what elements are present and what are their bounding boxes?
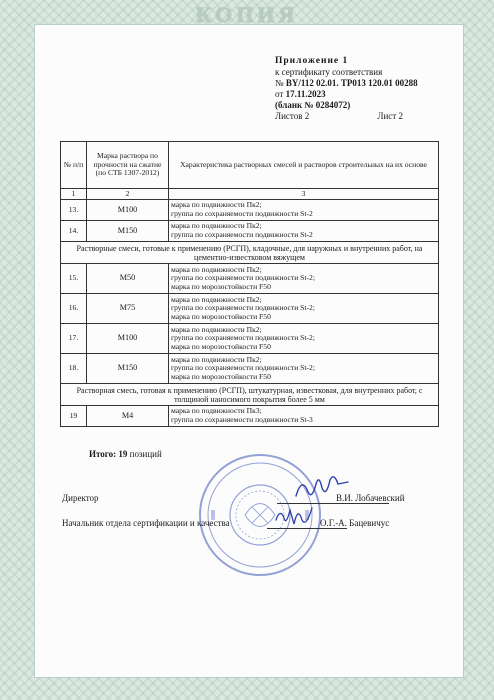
characteristic-line: группа по сохраняемости подвижности St-2 <box>171 230 313 239</box>
sheets-total: Листов 2 <box>275 111 310 121</box>
date-prefix: от <box>275 89 284 99</box>
table-row <box>61 294 439 324</box>
header-mark: Марка раствора по прочности на сжатие (по СТБ 1307-2012) <box>87 142 169 189</box>
row-number: 18. <box>61 354 87 384</box>
characteristic-line: марка по подвижности Пк2; <box>171 354 262 364</box>
row-mark: М100 <box>87 200 169 221</box>
characteristic-line: марка по подвижности Пк2; <box>171 221 262 231</box>
row-characteristics <box>169 354 439 384</box>
total-count: 19 <box>118 449 128 459</box>
row-mark: М100 <box>87 324 169 354</box>
characteristic-line: группа по сохраняемости подвижности St-2; <box>171 363 315 373</box>
characteristic-line: марка по морозостойкости F50 <box>171 281 271 291</box>
row-number: 16. <box>61 294 87 324</box>
characteristic-line: группа по сохраняемости подвижности St-2; <box>171 333 315 343</box>
certificate-date: 17.11.2023 <box>285 89 326 99</box>
row-characteristics <box>169 264 439 294</box>
section-title: Растворная смесь, готовая к применению (РСГП), штукатурная, известковая, для внутренних работ, с толщиной наносимого покрытия более 5 мм <box>61 384 439 406</box>
row-number: 17. <box>61 324 87 354</box>
characteristic-line: марка по морозостойкости F50 <box>171 371 271 381</box>
characteristic-line: марка по подвижности Пк2; <box>171 294 262 304</box>
total-line <box>89 449 162 459</box>
row-mark: М50 <box>87 264 169 294</box>
table-row <box>61 264 439 294</box>
row-mark: М150 <box>87 221 169 242</box>
characteristic-line: марка по морозостойкости F50 <box>171 311 271 321</box>
column-number-row <box>61 189 439 200</box>
head-signature-row <box>62 518 442 528</box>
copy-watermark: КОПИЯ <box>195 2 299 27</box>
table-row <box>61 406 439 427</box>
row-characteristics <box>169 406 439 427</box>
table-row <box>61 221 439 242</box>
sheet-info <box>275 111 403 122</box>
director-name: В.И. Лобачевский <box>336 493 405 503</box>
characteristic-line: группа по сохраняемости подвижности St-3 <box>171 415 313 424</box>
appendix-header <box>275 56 465 122</box>
table-row <box>61 200 439 221</box>
row-mark: М4 <box>87 406 169 427</box>
section-title: Растворные смеси, готовые к применению (РСГП), кладочные, для наружных и внутренних работ, на цементно-известковом вяжущем <box>61 242 439 264</box>
characteristic-line: марка по подвижности Пк3; <box>171 406 262 416</box>
characteristic-line: марка по морозостойкости F50 <box>171 341 271 351</box>
row-characteristics <box>169 200 439 221</box>
total-label: Итого: <box>89 449 117 459</box>
header-no: № п/п <box>61 142 87 189</box>
table-row <box>61 354 439 384</box>
row-number: 15. <box>61 264 87 294</box>
head-name: О.Г.-А. Бацевичус <box>320 518 390 528</box>
row-number: 19 <box>61 406 87 427</box>
director-signature-row <box>62 493 442 503</box>
header-desc: Характеристика растворных смесей и растворов строительных на их основе <box>169 142 439 189</box>
section-row <box>61 384 439 406</box>
characteristic-line: группа по сохраняемости подвижности St-2; <box>171 303 315 313</box>
sheet-current: Лист 2 <box>377 111 403 121</box>
head-signature-icon <box>272 500 316 532</box>
row-characteristics <box>169 221 439 242</box>
total-suffix: позиций <box>129 449 162 459</box>
number-sign: № <box>275 78 284 88</box>
characteristic-line: марка по подвижности Пк2; <box>171 200 262 210</box>
certificate-date-line <box>275 89 465 100</box>
table-row <box>61 324 439 354</box>
appendix-line1: к сертификату соответствия <box>275 67 383 77</box>
characteristic-line: группа по сохраняемости подвижности St-2 <box>171 209 313 218</box>
row-mark: М150 <box>87 354 169 384</box>
row-number: 14. <box>61 221 87 242</box>
certificate-number-line <box>275 78 465 89</box>
col-num-3: 3 <box>169 189 439 200</box>
blank-number: (бланк № 0284072) <box>275 100 351 110</box>
director-title: Директор <box>62 493 99 503</box>
row-characteristics <box>169 324 439 354</box>
certificate-number: BY/112 02.01. ТР013 120.01 00288 <box>285 78 418 88</box>
products-table <box>60 141 439 427</box>
col-num-2: 2 <box>87 189 169 200</box>
characteristic-line: марка по подвижности Пк2; <box>171 264 262 274</box>
head-title: Начальник отдела сертификации и качества <box>62 518 230 528</box>
director-signature-icon <box>292 470 352 504</box>
row-characteristics <box>169 294 439 324</box>
row-number: 13. <box>61 200 87 221</box>
row-mark: М75 <box>87 294 169 324</box>
section-row <box>61 242 439 264</box>
characteristic-line: марка по подвижности Пк2; <box>171 324 262 334</box>
characteristic-line: группа по сохраняемости подвижности St-2; <box>171 273 315 283</box>
col-num-1: 1 <box>61 189 87 200</box>
appendix-title: Приложение 1 <box>275 56 349 66</box>
table-header-row <box>61 142 439 189</box>
